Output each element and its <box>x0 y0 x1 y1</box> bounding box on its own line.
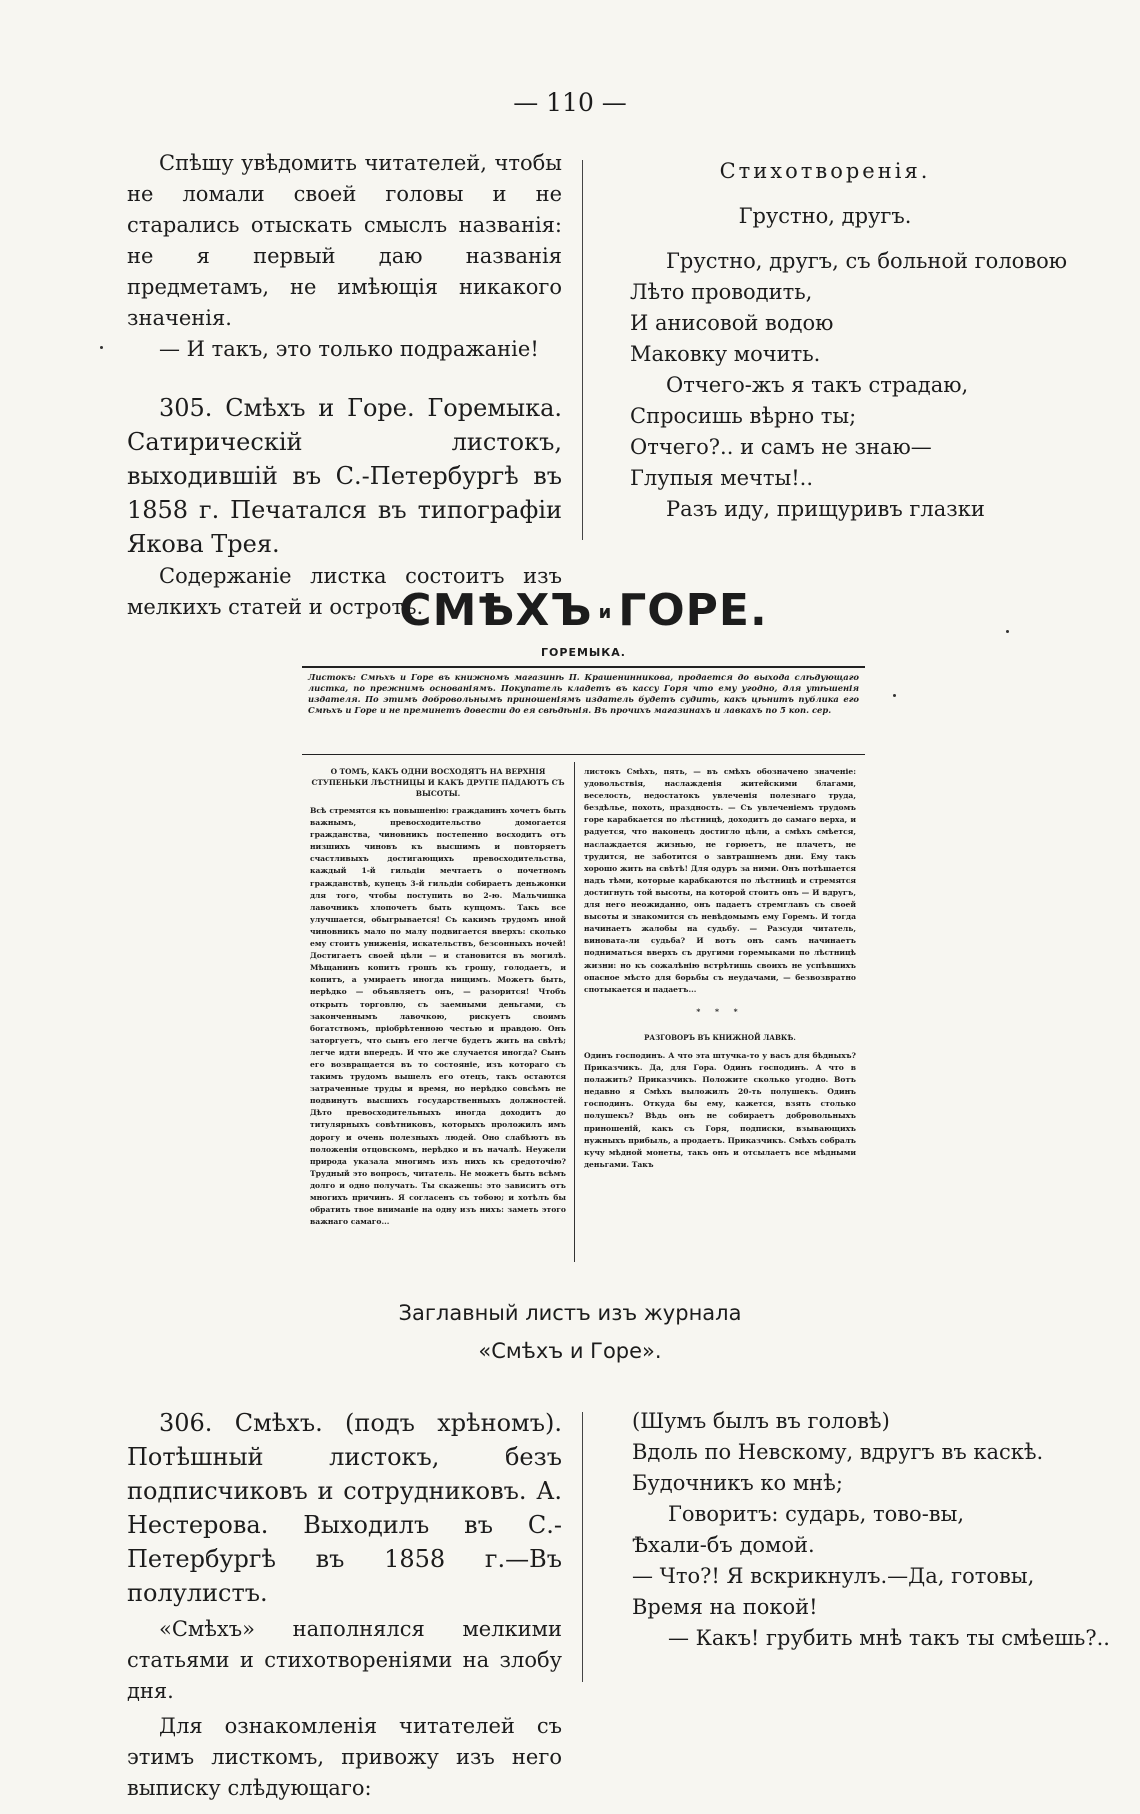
rule-under-notice <box>302 754 865 755</box>
facsimile-column-divider <box>574 762 575 1262</box>
dialog-body: Одинъ господинъ. А что эта штучка-то у васъ для бѣдныхъ? Приказчикъ. Да, для Гора. Одинъ господинъ. А что в полажить? Приказчикъ. Положите сколько угодно. Вотъ недавно я Смѣхъ выложилъ 20-ть полушекъ. Одинъ господинъ. Откуда бы ему, кажется, взять столько полушекъ? Вѣдь онъ не собираетъ добровольныхъ приношеній, какъ съ Горя, подписки, взывающихъ нужныхъ прибыль, а продаетъ. Приказчикъ. Смѣхъ собралъ кучу мѣдной монеты, такъ онъ и отсылаетъ все мѣдными деньгами. Такъ <box>584 1050 856 1169</box>
top-left-column <box>127 148 562 623</box>
figure-caption-line-1: Заглавный листъ изъ журнала <box>398 1301 742 1325</box>
bottom-right-column <box>632 1406 1110 1654</box>
scan-speck <box>1006 630 1009 633</box>
poem-line: — Что?! Я вскрикнулъ.—Да, готовы, <box>632 1564 1035 1588</box>
article-heading: О ТОМЪ, КАКЪ ОДНИ ВОСХОДЯТЪ НА ВЕРХНІЯ СТУПЕНЬКИ ЛѢСТНИЦЫ И КАКЪ ДРУГІЕ ПАДАЮТЪ СЪ ВЫСОТЫ. <box>311 767 565 798</box>
entry-306: 306. Смѣхъ. (подъ хрѣномъ). Потѣшный листокъ, безъ подписчиковъ и сотрудниковъ. А. Нестерова. Выходилъ въ С.-Петербургѣ въ 1858 г.—Въ полулистъ. <box>127 1409 562 1607</box>
separator-stars: * * * <box>696 1006 744 1016</box>
poem-line: (Шумъ былъ въ головѣ) <box>632 1409 890 1433</box>
masthead-subtitle: ГОРЕМЫКА. <box>541 646 626 659</box>
poem-line: Отчего-жъ я такъ страдаю, <box>666 373 969 397</box>
article-body-right: листокъ Смѣхъ, пять, — въ смѣхъ обозначено значеніе: удовольствія, наслажденія житейскими благами, веселость, недостатокъ увлеченія полезнаго труда, бездѣлье, похоть, праздность. — Съ увлеченіемъ трудомъ горе карабкается по лѣстницѣ, доходитъ до самаго верха, и радуется, что наконецъ достигло цѣли, а смѣхъ смѣется, наслаждается жизнью, не горюетъ, не плачетъ, не трудится, не заботится о завтрашнемъ дни. Ему такъ хорошо жить на свѣтѣ! Для одуръ за ними. Онъ потѣшается надъ тѣми, которые карабкаются по лѣстницѣ и стремятся достигнуть той высоты, на которой стоитъ онъ — И вдругъ, для него неожиданно, онъ падаетъ стремглавъ съ своей высоты и знакомится съ невѣдомымъ ему Горемъ. И тогда начинаетъ жалобы на судьбу. — Разсуди читатель, виновата-ли судьба? И вотъ онъ самъ начинаетъ подниматься вверхъ съ другими горемыками по лѣстницѣ жизни: но къ сожалѣнію встрѣтишь своихъ не успѣвшихъ опасное мѣсто для борьбы съ неудачами, — безвозвратно спотыкается и падаетъ... <box>584 767 856 994</box>
figure-caption-line-2: «Смѣхъ и Горе». <box>478 1339 662 1363</box>
poem-line: Спросишь вѣрно ты; <box>630 404 857 428</box>
masthead <box>302 586 865 638</box>
scan-speck <box>893 694 896 697</box>
poem-line: Маковку мочить. <box>630 342 821 366</box>
poem-line: Вдоль по Невскому, вдругъ въ каскѣ. <box>632 1440 1044 1464</box>
poem-line: Разъ иду, прищуривъ глазки <box>666 497 985 521</box>
entry-306-content: «Смѣхъ» наполнялся мелкими статьями и стихотвореніями на злобу дня. <box>127 1617 562 1703</box>
poem-line: Грустно, другъ, съ больной головою <box>666 249 1068 273</box>
poem-line: Лѣто проводить, <box>630 280 813 304</box>
poem-line: — Какъ! грубить мнѣ такъ ты смѣешь?.. <box>668 1626 1110 1650</box>
section-title: Стихотворенія. <box>719 159 931 183</box>
poem-line: Отчего?.. и самъ не знаю— <box>630 435 932 459</box>
masthead-word-1: СМѢХЪ <box>399 585 593 636</box>
top-right-column <box>630 156 1068 525</box>
article-right <box>584 766 856 1171</box>
poem-line: Время на покой! <box>632 1595 818 1619</box>
sales-notice: Листокъ: Смѣхъ и Горе въ книжномъ магазинѣ П. Крашенинникова, продается до выхода слѣдующаго листка, по прежнимъ основаніямъ. Покупатель кладетъ въ кассу Горя что ему угодно, для утѣшенія издателя. По этимъ добровольнымъ приношеніямъ издатель будетъ судить, какъ цѣнитъ публика его Смѣхъ и Горе и не преминетъ довести до ея свѣдѣнія. Въ прочихъ магазинахъ и лавкахъ по 5 коп. сер. <box>308 672 859 715</box>
scan-speck <box>100 346 103 349</box>
article-left <box>310 766 566 1228</box>
dialog-heading: РАЗГОВОРЪ ВЪ КНИЖНОЙ ЛАВКѢ. <box>644 1032 796 1042</box>
newspaper-facsimile <box>302 586 865 1264</box>
article-body-left: Всѣ стремятся къ повышенію: гражданинъ хочетъ быть важнымъ, превосходительство домогается гражданства, чиновникъ постепенно восходитъ отъ низшихъ чиновъ къ высшимъ и повторяетъ счастливыхъ достигающихъ превосходительства, каждый 1-й гильдіи мечтаетъ о почетномъ гражданствѣ, купецъ 3-й гильдіи собираетъ деньжонки для того, чтобы поступить во 2-ю. Мальчишка лавочникъ хлопочетъ быть купцомъ. Такъ все улучшается, обыгрывается! Съ какимъ трудомъ иной чиновникъ мало по малу подвигается вверхъ: сколько ему стоитъ униженія, искательствъ, безсонныхъ ночей! Достигаетъ своей цѣли — и становится въ могилѣ. Мѣщанинъ копитъ грошъ къ грошу, голодаетъ, и копитъ, а умираетъ иногда нищимъ. Можетъ быть, нерѣдко — объявляетъ онъ, — разорится! Чтобъ открыть торговлю, съ заемными деньгами, съ законченнымъ лавочкою, рискуетъ своимъ богатствомъ, пріобрѣтенною честью и правдою. Онъ заторгуетъ, что сынъ его легче будетъ жить на свѣтѣ; легче идти впередъ. И что же случается иногда? Сынъ его возвращается въ то состояніе, изъ котораго съ такимъ трудомъ вышелъ его отецъ, такъ остаются затраченные труды и время, но нерѣдко совсѣмъ не подвинутъ высшихъ государственныхъ должностей. Дѣто превосходительныхъ иногда доходитъ до титулярныхъ совѣтниковъ, которыхъ проложилъ имъ дорогу и очень полезныхъ людей. Оно слабѣютъ въ положеніи отцовскомъ, нерѣдко и въ началѣ. Неужели природа указала многимъ изъ нихъ къ средоточію? Трудный это вопросъ, читатель. Не можетъ быть всѣмъ долго и одно получать. Ты скажешь: это зависитъ отъ многихъ причинъ. Я согласенъ съ тобою; и хотѣлъ бы обратить твое вниманіе на одну изъ нихъ: заметь этого важнаго самаго... <box>310 806 566 1227</box>
entry-305: 305. Смѣхъ и Горе. Горемыка. Сатирическій листокъ, выходившій въ С.-Петербургѣ въ 1858 г. Печатался въ типографіи Якова Трея. <box>127 394 562 558</box>
imitation-remark: — И такъ, это только подражаніе! <box>159 337 539 361</box>
bottom-left-column <box>127 1406 562 1804</box>
page-number: — 110 — <box>513 88 627 117</box>
intro-paragraph: Спѣшу увѣдомить читателей, чтобы не ломали своей головы и не старались отыскать смыслъ названія: не я первый даю названія предметамъ, не имѣющія никакого значенія. <box>127 151 562 330</box>
rule-top <box>302 666 865 668</box>
entry-306-intro: Для ознакомленія читателей съ этимъ листкомъ, привожу изъ него выписку слѣдующаго: <box>127 1714 562 1800</box>
column-divider-top <box>582 160 583 540</box>
poem-title: Грустно, другъ. <box>738 204 912 228</box>
poem-line: Будочникъ ко мнѣ; <box>632 1471 843 1495</box>
poem-line: И анисовой водою <box>630 311 834 335</box>
masthead-word-2: ГОРЕ. <box>618 585 768 636</box>
poem-line: Ѣхали-бъ домой. <box>632 1533 815 1557</box>
poem-line: Глупыя мечты!.. <box>630 466 814 490</box>
masthead-connector: и <box>598 602 613 623</box>
poem-line: Говоритъ: сударь, тово-вы, <box>668 1502 965 1526</box>
column-divider-bottom <box>582 1412 583 1682</box>
entry-305-content: Содержаніе листка состоитъ изъ мелкихъ статей и остротъ. <box>127 564 562 619</box>
